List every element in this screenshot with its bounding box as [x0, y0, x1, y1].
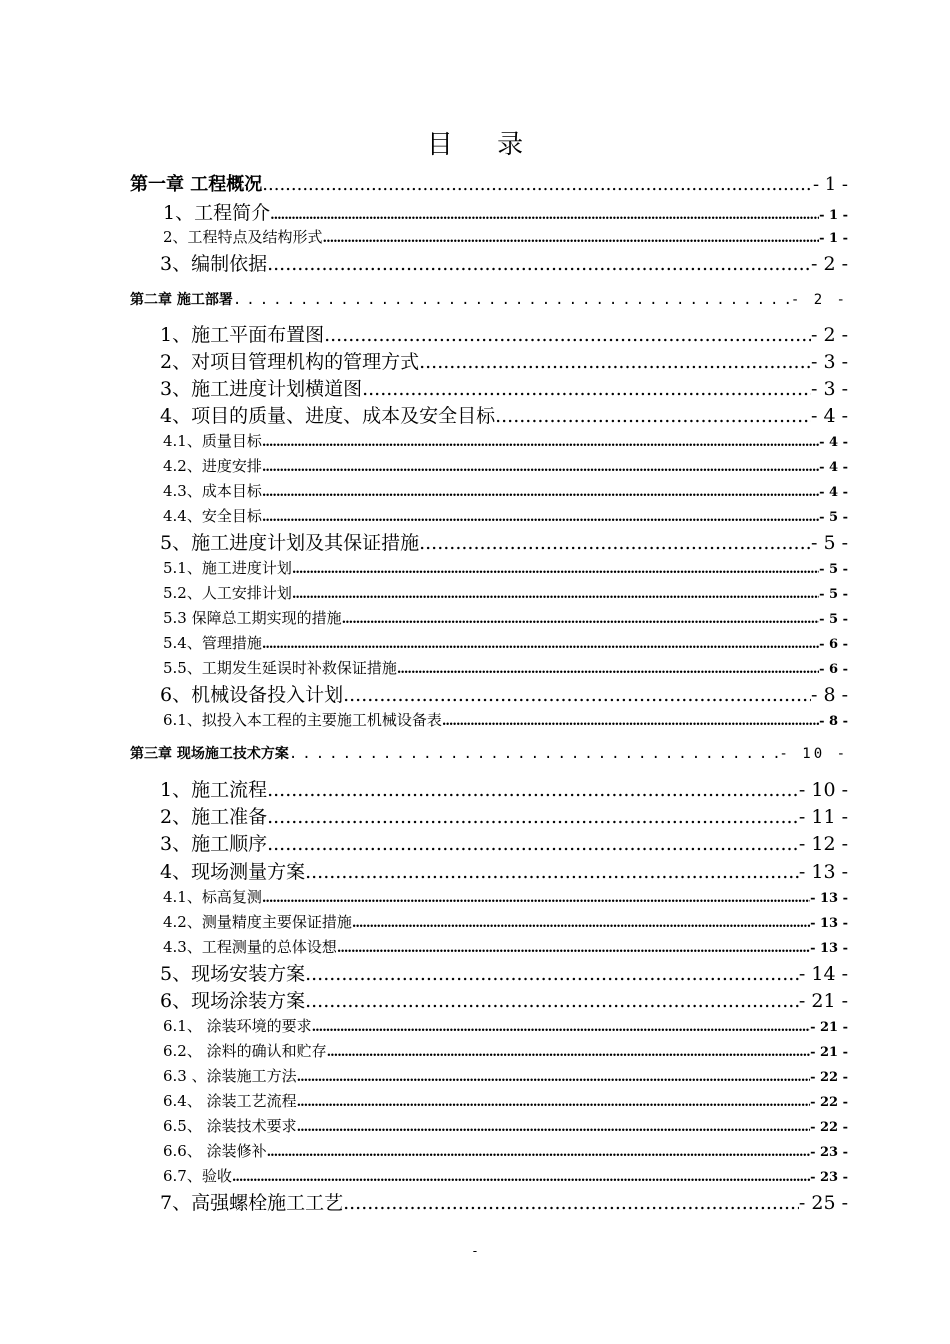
toc-entry-label: 6.7、验收 — [163, 1167, 232, 1185]
toc-entry-label: 7、高强螺栓施工工艺 — [160, 1192, 344, 1214]
toc-entry-label: 5.1、施工进度计划 — [163, 559, 292, 577]
toc-entry[interactable] — [163, 226, 848, 247]
toc-entry-label: 2、施工准备 — [160, 806, 268, 828]
toc-entry-page: - 14 - — [798, 963, 848, 985]
toc-entry[interactable] — [160, 680, 848, 707]
toc-entry-label: 4.1、标高复测 — [163, 888, 262, 906]
toc-entry[interactable] — [163, 1040, 848, 1061]
toc-entry-label: 5、现场安装方案 — [160, 963, 306, 985]
toc-entry-page: - 4 - — [810, 405, 848, 427]
toc-entry-page: - 2 - — [810, 253, 848, 275]
toc-entry-label: 3、施工进度计划横道图 — [160, 378, 363, 400]
toc-entry-label: 6、机械设备投入计划 — [160, 684, 344, 706]
dot-leader — [312, 1020, 810, 1035]
dot-leader — [352, 916, 810, 931]
toc-entry-label: 3、施工顺序 — [160, 833, 268, 855]
dot-leader — [343, 1192, 799, 1214]
toc-entry-page: - 10 - — [779, 746, 848, 762]
dot-leader — [262, 435, 819, 450]
toc-entry[interactable] — [163, 1090, 848, 1111]
toc-entry-label: 5、施工进度计划及其保证措施 — [160, 532, 420, 554]
dot-leader — [419, 351, 811, 373]
toc-entry-page: - 6 - — [819, 662, 848, 677]
toc-entry[interactable] — [160, 775, 848, 802]
toc-entry-page: - 22 - — [810, 1120, 848, 1135]
toc-entry-label: 4.3、工程测量的总体设想 — [163, 938, 337, 956]
toc-entry-page: - 5 - — [819, 562, 848, 577]
toc-entry-page: - 1 - — [819, 231, 848, 246]
toc-entry-label: 1、施工流程 — [160, 779, 268, 801]
dot-leader — [267, 779, 799, 801]
toc-entry-page: - 4 - — [819, 460, 848, 475]
toc-entry[interactable] — [163, 430, 848, 451]
toc-entry-page: - 5 - — [810, 532, 848, 554]
toc-entry[interactable] — [163, 198, 848, 225]
dot-leader — [297, 1095, 810, 1110]
toc-entry-page: - 13 - — [798, 861, 848, 883]
toc-entry-label: 6.4、 涂装工艺流程 — [163, 1092, 297, 1110]
toc-entry-page: - 1 - — [819, 208, 848, 223]
toc-entry-label: 4.2、进度安排 — [163, 457, 262, 475]
toc-entry-page: - 22 - — [810, 1095, 848, 1110]
toc-entry-page: - 13 - — [810, 891, 848, 906]
toc-entry-page: - 2 - — [810, 324, 848, 346]
toc-entry-page: - 3 - — [810, 378, 848, 400]
toc-entry[interactable] — [160, 1188, 848, 1215]
toc-entry-page: - 1 - — [812, 174, 848, 195]
dot-leader — [305, 990, 799, 1012]
toc-entry-page: - 12 - — [798, 833, 848, 855]
toc-entry-page: - 4 - — [819, 485, 848, 500]
dot-leader — [262, 460, 819, 475]
toc-entry[interactable] — [160, 959, 848, 986]
toc-entry-label: 4、现场测量方案 — [160, 861, 306, 883]
toc-entry-page: - 23 - — [810, 1145, 848, 1160]
toc-entry-label: 6.6、 涂装修补 — [163, 1142, 267, 1160]
toc-entry[interactable] — [160, 347, 848, 374]
toc-entry-page: - 8 - — [819, 714, 848, 729]
dot-leader — [289, 746, 780, 762]
toc-entry-label: 5.3 保障总工期实现的措施 — [163, 609, 342, 627]
toc-entry[interactable] — [163, 480, 848, 501]
toc-entry[interactable] — [163, 1140, 848, 1161]
dot-leader — [262, 485, 819, 500]
toc-entry[interactable] — [163, 582, 848, 603]
dot-leader — [442, 714, 819, 729]
toc-entry[interactable] — [160, 528, 848, 555]
toc-entry-page: - 10 - — [798, 779, 848, 801]
dot-leader — [262, 637, 819, 652]
dot-leader — [267, 806, 799, 828]
toc-entry-page: - 5 - — [819, 612, 848, 627]
toc-entry[interactable] — [160, 249, 848, 276]
dot-leader — [397, 662, 819, 677]
toc-entry-label: 6.2、 涂料的确认和贮存 — [163, 1042, 327, 1060]
dot-leader — [362, 378, 811, 400]
toc-entry[interactable] — [160, 320, 848, 347]
dot-leader — [292, 587, 819, 602]
toc-entry-page: - 8 - — [810, 684, 848, 706]
dot-leader — [419, 532, 811, 554]
dot-leader — [323, 231, 820, 246]
toc-entry[interactable] — [160, 857, 848, 884]
toc-entry-page: - 5 - — [819, 510, 848, 525]
dot-leader — [343, 684, 811, 706]
toc-entry-page: - 3 - — [810, 351, 848, 373]
toc-entry-page: - 25 - — [798, 1192, 848, 1214]
toc-entry-label: 1、施工平面布置图 — [160, 324, 325, 346]
toc-entry-page: - 23 - — [810, 1170, 848, 1185]
toc-entry-label: 第一章 工程概况 — [130, 174, 263, 195]
dot-leader — [292, 562, 819, 577]
toc-entry[interactable] — [163, 1065, 848, 1086]
toc-entry-label: 5.4、管理措施 — [163, 634, 262, 652]
toc-entry-label: 5.2、人工安排计划 — [163, 584, 292, 602]
toc-entry[interactable] — [163, 936, 848, 957]
dot-leader — [267, 833, 799, 855]
toc-entry[interactable] — [160, 802, 848, 829]
toc-entry-page: - 21 - — [810, 1020, 848, 1035]
toc-entry-page: - 13 - — [810, 941, 848, 956]
toc-entry[interactable] — [163, 709, 848, 730]
dot-leader — [327, 1045, 810, 1060]
toc-entry-label: 4、项目的质量、进度、成本及安全目标 — [160, 405, 496, 427]
toc-entry-label: 6.1、 涂装环境的要求 — [163, 1017, 312, 1035]
toc-entry-page: - 4 - — [819, 435, 848, 450]
toc-entry-label: 6、现场涂装方案 — [160, 990, 306, 1012]
toc-entry[interactable] — [160, 374, 848, 401]
toc-entry-label: 1、工程简介 — [163, 202, 271, 224]
dot-leader — [337, 941, 810, 956]
dot-leader — [267, 253, 811, 275]
toc-entry-label: 6.1、拟投入本工程的主要施工机械设备表 — [163, 711, 442, 729]
toc-entry[interactable] — [163, 886, 848, 907]
dot-leader — [495, 405, 811, 427]
toc-entry[interactable] — [163, 632, 848, 653]
toc-entry[interactable] — [163, 505, 848, 526]
toc-entry-label: 4.1、质量目标 — [163, 432, 262, 450]
toc-entry-page: - 2 - — [790, 292, 848, 308]
dot-leader — [233, 292, 791, 308]
toc-entry-page: - 21 - — [810, 1045, 848, 1060]
page-footer: - — [472, 1244, 478, 1259]
toc-entry-label: 5.5、工期发生延误时补救保证措施 — [163, 659, 397, 677]
toc-entry-label: 2、对项目管理机构的管理方式 — [160, 351, 420, 373]
toc-entry-chapter[interactable] — [130, 170, 848, 196]
toc-entry-label: 6.5、 涂装技术要求 — [163, 1117, 297, 1135]
dot-leader — [297, 1120, 810, 1135]
dot-leader — [232, 1170, 810, 1185]
toc-entry-chapter[interactable] — [130, 289, 848, 309]
toc-entry[interactable] — [163, 557, 848, 578]
toc-entry-page: - 11 - — [798, 806, 848, 828]
toc-entry[interactable] — [163, 1165, 848, 1186]
dot-leader — [270, 208, 819, 223]
toc-entry-page: - 6 - — [819, 637, 848, 652]
dot-leader — [267, 1145, 810, 1160]
toc-entry[interactable] — [160, 986, 848, 1013]
toc-entry[interactable] — [160, 401, 848, 428]
dot-leader — [342, 612, 819, 627]
dot-leader — [262, 891, 810, 906]
toc-entry[interactable] — [163, 1015, 848, 1036]
toc-entry-chapter[interactable] — [130, 743, 848, 763]
toc-entry-label: 2、工程特点及结构形式 — [163, 228, 323, 246]
toc-entry[interactable] — [163, 1115, 848, 1136]
toc-entry-label: 第二章 施工部署 — [130, 292, 233, 308]
dot-leader — [262, 510, 819, 525]
toc-entry-label: 第三章 现场施工技术方案 — [130, 746, 289, 762]
toc-entry-label: 3、编制依据 — [160, 253, 268, 275]
toc-entry-page: - 22 - — [810, 1070, 848, 1085]
toc-entry-label: 4.4、安全目标 — [163, 507, 262, 525]
toc-entry-page: - 13 - — [810, 916, 848, 931]
toc-entry[interactable] — [163, 455, 848, 476]
dot-leader — [305, 963, 799, 985]
toc-entry-label: 4.2、测量精度主要保证措施 — [163, 913, 352, 931]
dot-leader — [305, 861, 799, 883]
toc-entry-label: 4.3、成本目标 — [163, 482, 262, 500]
dot-leader — [324, 324, 811, 346]
toc-entry-page: - 21 - — [798, 990, 848, 1012]
toc-entry[interactable] — [163, 607, 848, 628]
toc-entry[interactable] — [160, 829, 848, 856]
dot-leader — [297, 1070, 810, 1085]
dot-leader — [262, 174, 813, 195]
toc-entry-label: 6.3 、涂装施工方法 — [163, 1067, 297, 1085]
toc-entry-page: - 5 - — [819, 587, 848, 602]
toc-entry[interactable] — [163, 657, 848, 678]
toc-title: 目 录 — [426, 130, 542, 160]
toc-entry[interactable] — [163, 911, 848, 932]
